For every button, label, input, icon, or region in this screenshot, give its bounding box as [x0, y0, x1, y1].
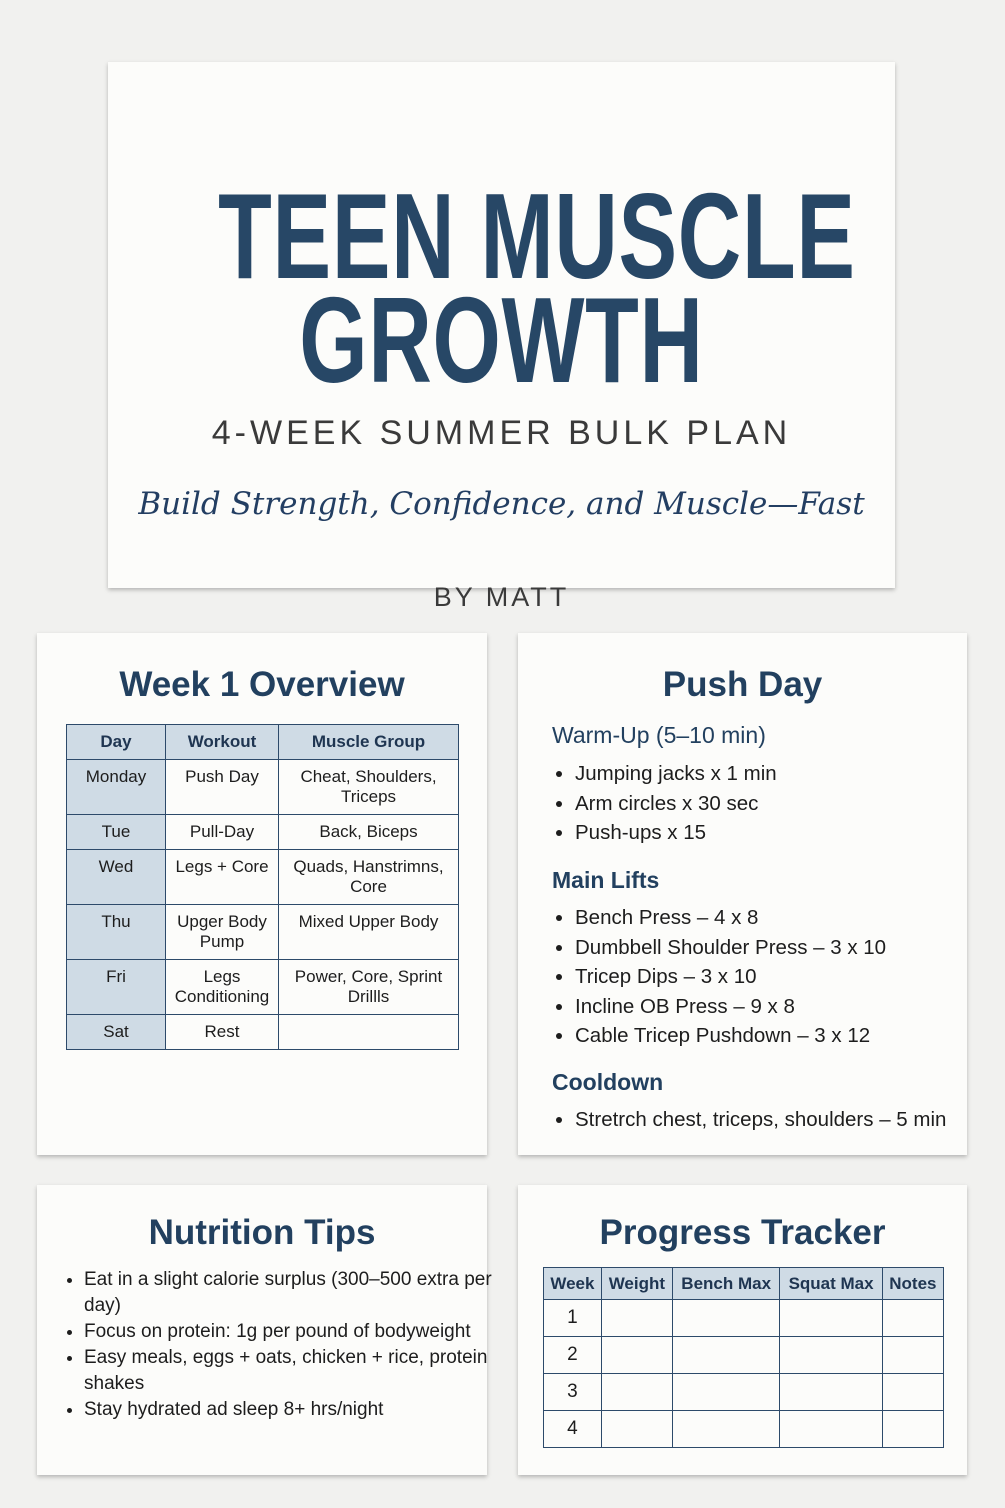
list-item: • Eat in a slight calorie surplus (300–500 extra per day) [84, 1267, 504, 1319]
nutrition-card [37, 1185, 492, 1475]
col-header: Squat Max [780, 1268, 882, 1300]
day-cell: Tue [67, 815, 166, 850]
title-line-1: TEEN MUSCLE [218, 168, 856, 304]
muscle-group-cell: Power, Core, Sprint Drillls [279, 960, 459, 1015]
workout-cell: Rest [166, 1015, 279, 1050]
table-row [67, 960, 459, 1015]
week-cell: 1 [544, 1300, 602, 1337]
progress-table [543, 1267, 944, 1448]
entry-cell[interactable] [672, 1374, 779, 1411]
week1-title: Week 1 Overview [119, 665, 405, 704]
col-header: Week [544, 1268, 602, 1300]
main-lifts-list [553, 903, 886, 1051]
author: BY MATT [433, 582, 570, 612]
day-cell: Monday [67, 760, 166, 815]
col-header: Notes [882, 1268, 943, 1300]
push-day-card [518, 633, 967, 1155]
cooldown-list [553, 1105, 946, 1135]
progress-title: Progress Tracker [599, 1213, 886, 1252]
entry-cell[interactable] [601, 1337, 672, 1374]
list-item: • Jumping jacks x 1 min [575, 759, 777, 789]
list-item: • Push-ups x 15 [575, 818, 777, 848]
col-header: Workout [166, 725, 279, 760]
entry-cell[interactable] [601, 1411, 672, 1448]
push-title: Push Day [662, 665, 823, 704]
muscle-group-cell: Cheat, Shoulders, Triceps [279, 760, 459, 815]
entry-cell[interactable] [780, 1374, 882, 1411]
entry-cell[interactable] [780, 1411, 882, 1448]
workout-cell: Pull-Day [166, 815, 279, 850]
table-row [67, 905, 459, 960]
col-header: Day [67, 725, 166, 760]
warmup-heading: Warm-Up (5–10 min) [552, 722, 766, 748]
workout-cell: Legs + Core [166, 850, 279, 905]
title-line-2: GROWTH [299, 272, 704, 408]
nutrition-list [62, 1267, 504, 1423]
week-cell: 4 [544, 1411, 602, 1448]
entry-cell[interactable] [601, 1300, 672, 1337]
muscle-group-cell: Back, Biceps [279, 815, 459, 850]
entry-cell[interactable] [882, 1411, 943, 1448]
muscle-group-cell: Quads, Hanstrimns, Core [279, 850, 459, 905]
main-lifts-heading: Main Lifts [552, 867, 660, 893]
list-item: • Stretrch chest, triceps, shoulders – 5 min [575, 1105, 946, 1135]
week-cell: 2 [544, 1337, 602, 1374]
warmup-list [553, 759, 777, 848]
col-header: Bench Max [672, 1268, 779, 1300]
muscle-group-cell: Mixed Upper Body [279, 905, 459, 960]
day-cell: Thu [67, 905, 166, 960]
table-row [544, 1337, 944, 1374]
list-item: • Focus on protein: 1g per pound of bodyweight [84, 1319, 504, 1345]
table-row [67, 815, 459, 850]
entry-cell[interactable] [780, 1300, 882, 1337]
progress-card [518, 1185, 967, 1475]
table-row [544, 1300, 944, 1337]
muscle-group-cell [279, 1015, 459, 1050]
week1-card [37, 633, 487, 1155]
list-item: • Easy meals, eggs + oats, chicken + rice, protein shakes [84, 1345, 504, 1397]
table-row [544, 1374, 944, 1411]
entry-cell[interactable] [672, 1337, 779, 1374]
col-header: Muscle Group [279, 725, 459, 760]
entry-cell[interactable] [882, 1300, 943, 1337]
col-header: Weight [601, 1268, 672, 1300]
nutrition-title: Nutrition Tips [148, 1213, 376, 1252]
cover-card [108, 62, 895, 612]
list-item: • Tricep Dips – 3 x 10 [575, 962, 886, 992]
list-item: • Dumbbell Shoulder Press – 3 x 10 [575, 933, 886, 963]
table-row [67, 760, 459, 815]
entry-cell[interactable] [672, 1411, 779, 1448]
workout-cell: Push Day [166, 760, 279, 815]
table-row [67, 850, 459, 905]
entry-cell[interactable] [882, 1337, 943, 1374]
workout-cell: Legs Conditioning [166, 960, 279, 1015]
day-cell: Fri [67, 960, 166, 1015]
week-cell: 3 [544, 1374, 602, 1411]
list-item: • Incline OB Press – 9 x 8 [575, 992, 886, 1022]
entry-cell[interactable] [882, 1374, 943, 1411]
entry-cell[interactable] [601, 1374, 672, 1411]
workout-cell: Upger Body Pump [166, 905, 279, 960]
day-cell: Wed [67, 850, 166, 905]
week1-table [66, 724, 459, 1050]
list-item: • Arm circles x 30 sec [575, 789, 777, 819]
day-cell: Sat [67, 1015, 166, 1050]
table-row [544, 1411, 944, 1448]
table-row [67, 1015, 459, 1050]
entry-cell[interactable] [672, 1300, 779, 1337]
entry-cell[interactable] [780, 1337, 882, 1374]
cooldown-heading: Cooldown [552, 1069, 664, 1095]
subtitle: 4-WEEK SUMMER BULK PLAN [211, 414, 792, 452]
list-item: • Bench Press – 4 x 8 [575, 903, 886, 933]
list-item: • Cable Tricep Pushdown – 3 x 12 [575, 1021, 886, 1051]
tagline: Build Strength, Confidence, and Muscle—Fast [138, 486, 865, 522]
list-item: • Stay hydrated ad sleep 8+ hrs/night [84, 1397, 504, 1423]
